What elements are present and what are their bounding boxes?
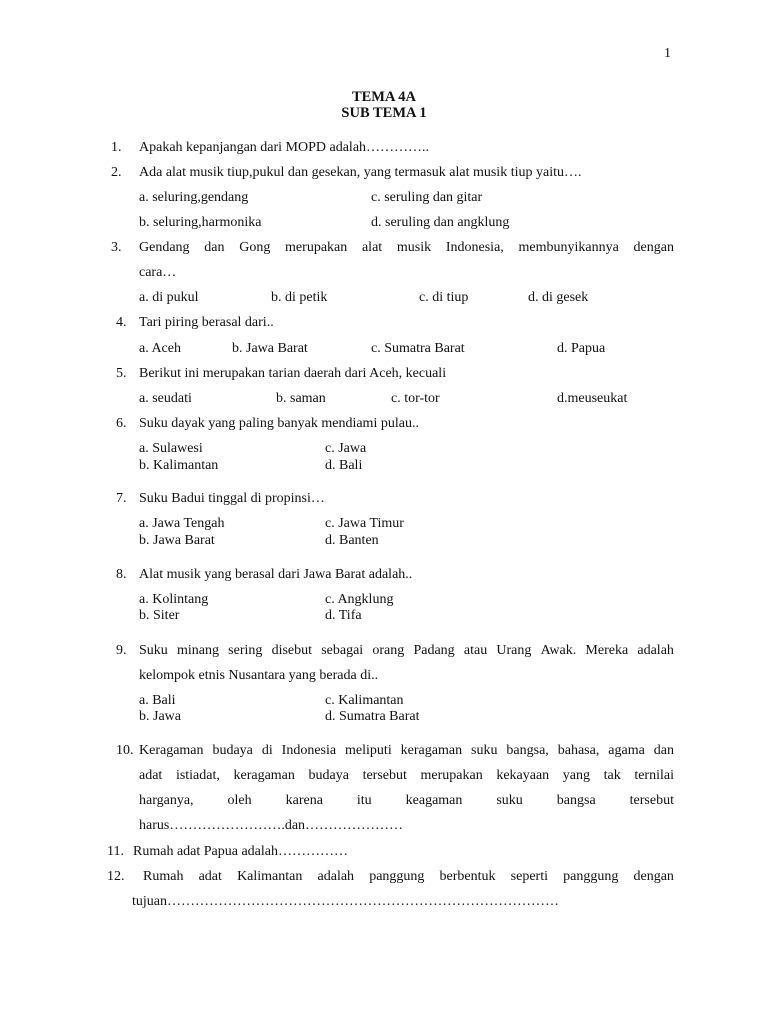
word: dengan [633, 240, 674, 255]
question-5-number: 5. [116, 366, 127, 381]
question-3-option-d: d. di gesek [528, 290, 589, 305]
word: bangsa [556, 793, 596, 808]
word: Kalimantan [237, 869, 303, 884]
word: orang [372, 643, 405, 658]
word: panggung [369, 869, 425, 884]
question-9-text-line-2: kelompok etnis Nusantara yang berada di.. [139, 668, 379, 683]
word: oleh [227, 793, 252, 808]
word: suku [496, 793, 523, 808]
word: Indonesia [281, 743, 337, 758]
question-4-option-c: c. Sumatra Barat [371, 341, 465, 356]
word: Awak. [540, 643, 577, 658]
word: agama [608, 743, 645, 758]
word: keragaman [233, 768, 295, 783]
word: seperti [510, 869, 548, 884]
word: Rumah [143, 869, 184, 884]
word: merupakan [285, 240, 348, 255]
word: bahasa, [557, 743, 600, 758]
question-12-number: 12. [107, 869, 125, 884]
page-subtitle: SUB TEMA 1 [341, 105, 427, 121]
word: keagaman [405, 793, 463, 808]
question-5-option-b: b. saman [276, 391, 326, 406]
word: minang [176, 643, 219, 658]
question-3-text-line-2: cara… [139, 265, 177, 280]
word: sering [228, 643, 263, 658]
question-9-option-c: c. Kalimantan [325, 693, 404, 708]
question-5-option-c: c. tor-tor [391, 391, 440, 406]
page-number: 1 [664, 46, 671, 61]
word: yang [562, 768, 590, 783]
word: Urang [496, 643, 532, 658]
word: itu [356, 793, 372, 808]
question-8-option-c: c. Angklung [325, 592, 394, 607]
word: tersebut [362, 768, 407, 783]
word: atau [463, 643, 488, 658]
word: musik [396, 240, 432, 255]
question-4-number: 4. [116, 315, 127, 330]
word: tersebut [629, 793, 674, 808]
question-9-number: 9. [116, 643, 127, 658]
question-3-number: 3. [111, 240, 122, 255]
word: harganya, [139, 793, 194, 808]
question-3-option-b: b. di petik [271, 290, 328, 305]
question-8-option-b: b. Siter [139, 608, 180, 623]
word: Suku [139, 643, 168, 658]
question-9-option-d: d. Sumatra Barat [325, 709, 420, 724]
question-9-option-a: a. Bali [139, 693, 176, 708]
question-6-option-b: b. Kalimantan [139, 458, 219, 473]
question-4-option-a: a. Aceh [139, 341, 181, 356]
word: adat [139, 768, 163, 783]
question-3-option-a: a. di pukul [139, 290, 199, 305]
question-12-text-line-2: tujuan………………………………………………………………………… [132, 894, 559, 909]
word: bangsa, [506, 743, 549, 758]
question-7-text: Suku Badui tinggal di propinsi… [139, 491, 325, 506]
word: istiadat, [175, 768, 220, 783]
question-4-text: Tari piring berasal dari.. [139, 315, 274, 330]
question-7-option-c: c. Jawa Timur [325, 516, 404, 531]
question-10-number: 10. [116, 743, 134, 758]
question-1-text: Apakah kepanjangan dari MOPD adalah………….. [139, 140, 430, 155]
word: merupakan [420, 768, 483, 783]
word: adalah [317, 869, 355, 884]
question-2-option-b: b. seluring,harmonika [139, 215, 262, 230]
question-4-option-b: b. Jawa Barat [232, 341, 308, 356]
question-12-text-line-1 [143, 868, 674, 886]
question-7-number: 7. [116, 491, 127, 506]
word: berbentuk [439, 869, 496, 884]
word: alat [361, 240, 383, 255]
question-1-number: 1. [111, 140, 122, 155]
question-2-option-a: a. seluring,gendang [139, 190, 249, 205]
question-11-text: Rumah adat Papua adalah…………… [133, 844, 349, 859]
word: Gendang [139, 240, 190, 255]
word: adat [198, 869, 222, 884]
question-5-option-d: d.meuseukat [557, 391, 628, 406]
question-6-option-a: a. Sulawesi [139, 441, 203, 456]
question-10-text-line-2 [139, 767, 674, 785]
word: di [261, 743, 273, 758]
question-7-option-a: a. Jawa Tengah [139, 516, 225, 531]
question-10-text-line-4: harus…………………….dan………………… [139, 818, 404, 833]
question-8-number: 8. [116, 567, 127, 582]
question-8-option-d: d. Tifa [325, 608, 362, 623]
word: suku [471, 743, 498, 758]
question-9-text-line-1 [139, 642, 674, 660]
question-4-option-d: d. Papua [557, 341, 606, 356]
question-5-option-a: a. seudati [139, 391, 192, 406]
word: dan [653, 743, 674, 758]
word: kekayaan [496, 768, 550, 783]
word: Padang [413, 643, 455, 658]
word: dan [204, 240, 225, 255]
word: membunyikannya [518, 240, 619, 255]
word: budaya [212, 743, 253, 758]
question-8-option-a: a. Kolintang [139, 592, 209, 607]
word: panggung [563, 869, 619, 884]
question-6-option-d: d. Bali [325, 458, 363, 473]
question-11-number: 11. [107, 844, 124, 859]
word: tak [603, 768, 621, 783]
question-5-text: Berikut ini merupakan tarian daerah dari Aceh, kecuali [139, 366, 447, 381]
question-2-option-c: c. seruling dan gitar [371, 190, 483, 205]
question-6-number: 6. [116, 416, 127, 431]
word: disebut [271, 643, 313, 658]
word: budaya [308, 768, 349, 783]
question-3-text-line-1 [139, 239, 674, 257]
word: keragaman [400, 743, 463, 758]
question-7-option-b: b. Jawa Barat [139, 533, 215, 548]
question-3-option-c: c. di tiup [419, 290, 469, 305]
page-title: TEMA 4A [351, 89, 417, 105]
question-6-text: Suku dayak yang paling banyak mendiami pulau.. [139, 416, 419, 431]
question-8-text: Alat musik yang berasal dari Jawa Barat adalah.. [139, 567, 413, 582]
question-10-text-line-3 [139, 792, 674, 810]
word: karena [285, 793, 323, 808]
word: dengan [633, 869, 674, 884]
question-9-option-b: b. Jawa [139, 709, 181, 724]
word: sebagai [321, 643, 364, 658]
question-2-number: 2. [111, 165, 122, 180]
word: adalah [637, 643, 674, 658]
question-7-option-d: d. Banten [325, 533, 379, 548]
word: Keragaman [139, 743, 204, 758]
word: ternilai [634, 768, 674, 783]
question-2-option-d: d. seruling dan angklung [371, 215, 510, 230]
question-2-text: Ada alat musik tiup,pukul dan gesekan, yang termasuk alat musik tiup yaitu…. [139, 165, 582, 180]
question-6-option-c: c. Jawa [325, 441, 367, 456]
question-10-text-line-1 [139, 742, 674, 760]
word: Mereka [585, 643, 629, 658]
word: Gong [239, 240, 271, 255]
word: meliputi [345, 743, 392, 758]
word: Indonesia, [445, 240, 504, 255]
